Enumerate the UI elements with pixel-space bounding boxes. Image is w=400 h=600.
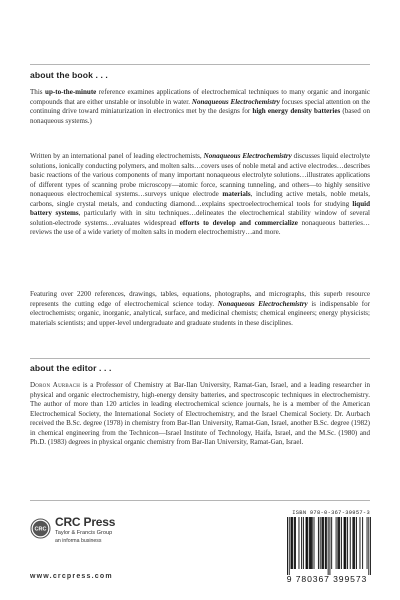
- p2-text-5: nonaqueous batteries…reviews the use of a wide variety of molten salts in modern electrochemistry…and more.: [30, 218, 370, 236]
- publisher-group: Taylor & Francis Group: [55, 530, 113, 536]
- p2-emphasis-2: liquid battery systems: [30, 199, 370, 217]
- p3-book-title: Nonaqueous Electrochemistry: [217, 299, 308, 308]
- middle-rule: [30, 358, 370, 359]
- barcode-bar: [370, 517, 371, 575]
- barcode-bar: [331, 517, 332, 569]
- barcode-bar: [328, 517, 329, 575]
- barcode-bar: [322, 517, 323, 569]
- barcode-bar: [362, 517, 363, 569]
- barcode-bar: [311, 517, 312, 569]
- barcode-bar: [292, 517, 293, 569]
- barcode-bar: [291, 517, 292, 569]
- barcode-bar: [314, 517, 315, 569]
- publisher-url: www.crcpress.com: [30, 573, 113, 580]
- barcode-bar: [306, 517, 307, 569]
- publisher-informa: an informa business: [55, 538, 102, 544]
- barcode-bar: [320, 517, 321, 569]
- p2-emphasis: materials: [222, 190, 251, 198]
- barcode-bar: [337, 517, 338, 569]
- p1-text-3: (based on nonaqueous systems.): [30, 107, 370, 125]
- barcode-bar: [350, 517, 351, 569]
- barcode-bar: [360, 517, 361, 569]
- top-rule: [30, 64, 370, 65]
- barcode-bar: [347, 517, 348, 569]
- barcode-bar: [341, 517, 342, 569]
- barcode-bar: [298, 517, 299, 569]
- p2-emphasis-3: efforts to develop and commercialize: [179, 218, 298, 227]
- p2-text-2: discusses liquid electrolyte solutions, ionically conducting polymers, and molten salts…covers uses of noble metal and active electrodes…describes basic reactions of the various components of many important nonaqueous electrolyte solutions…illustrates applications of different types of scanning probe microscopy—atomic force, scanning tunneling, and others—to highly sensitive nonaqueous electrochemical systems…surveys unique electrode: [30, 152, 370, 198]
- p1-emphasis: up-to-the-minute: [45, 88, 97, 96]
- crc-logo-text: CRC: [34, 526, 47, 533]
- isbn-digits: 9 780367 399573: [286, 574, 368, 584]
- editor-paragraph: [30, 381, 370, 448]
- p1-lead: This: [30, 88, 46, 96]
- barcode-bar: [303, 517, 304, 569]
- barcode-bar: [321, 517, 322, 569]
- barcode-bar: [295, 517, 296, 569]
- barcode-bar: [367, 517, 368, 569]
- p1-emphasis-2: high energy density batteries: [252, 107, 341, 115]
- barcode-bar: [353, 517, 354, 569]
- barcode-bar: [294, 517, 295, 569]
- p2-text-4: , particularly with in situ techniques…delineates the electrochemical stability window of several solution-electrode systems…evaluates widespread: [30, 209, 370, 227]
- barcode-bar: [329, 517, 330, 575]
- isbn-barcode: [287, 517, 371, 575]
- barcode-bar: [338, 517, 339, 569]
- barcode-bar: [368, 517, 369, 575]
- barcode-bar: [306, 517, 307, 569]
- barcode-bar: [326, 517, 327, 569]
- barcode-bar: [301, 517, 302, 569]
- book-paragraph-2: [30, 152, 370, 238]
- barcode-bar: [289, 517, 290, 575]
- barcode-bar: [310, 517, 311, 569]
- barcode-bar: [339, 517, 340, 569]
- barcode-bar: [325, 517, 326, 569]
- barcode-bar: [336, 517, 337, 569]
- about-editor-heading: about the editor . . .: [30, 363, 112, 373]
- p2-text-3: , including active metals, noble metals, carbons, single crystal metals, and conducting diamond…explains spectroelectrochemical tools for studying: [30, 190, 371, 208]
- bottom-rule: [30, 500, 370, 501]
- p3-text: Featuring over 2200 references, drawings, tables, equations, photographs, and micrographs, this superb resource represents the cutting edge of electrochemical science today.: [30, 290, 370, 308]
- p1-text: reference examines applications of electrochemical techniques to many organic and inorganic compounds that are either unstable or insoluble in water.: [30, 88, 370, 106]
- book-paragraph-3: [30, 290, 370, 328]
- barcode-bar: [356, 517, 357, 569]
- about-book-heading: about the book . . .: [30, 70, 108, 80]
- barcode-bar: [352, 517, 353, 569]
- p3-text-2: is indispensable for electrochemists; organic, inorganic, analytical, surface, and medicinal chemists; chemical engineers; energy physicists; materials scientists; and upper-level undergraduate and graduate students in these disciplines.: [30, 299, 371, 327]
- publisher-name: CRC Press: [55, 515, 116, 529]
- p2-text: Written by an international panel of leading electrochemists,: [30, 152, 204, 160]
- barcode-bar: [309, 517, 310, 569]
- p2-book-title: Nonaqueous Electrochemistry: [203, 152, 292, 160]
- editor-name: Doron Aurbach: [30, 381, 81, 389]
- barcode-bar: [312, 517, 313, 569]
- barcode-bar: [307, 517, 308, 569]
- crc-logo-icon: [30, 518, 51, 539]
- barcode-bar: [318, 517, 319, 569]
- barcode-bar: [344, 517, 345, 569]
- barcode-bar: [323, 517, 324, 569]
- barcode-bar: [287, 517, 288, 575]
- isbn-label: ISBN 978-0-367-39957-3: [292, 510, 370, 516]
- barcode-bar: [291, 517, 292, 569]
- book-paragraph-1: [30, 88, 370, 126]
- p1-book-title: Nonaqueous Electrochemistry: [191, 97, 280, 106]
- p1-text-2: focuses special attention on the continuing drive toward miniaturization in electronics met by the designs for: [30, 97, 370, 115]
- barcode-bar: [344, 517, 345, 569]
- editor-bio: is a Professor of Chemistry at Bar-Ilan University, Ramat-Gan, Israel, and a leading researcher in physical and organic electrochemistry, high-energy density batteries, and spectroscopic techniques in electrochemistry. The author of more than 120 articles in leading electrochemical science journals, he is a member of the American Electrochemical Society, the International Society of Electrochemistry, and the Israel Chemical Society. Dr. Aurbach received the B.Sc. degree (1978) in chemistry from Bar-Ilan University, Ramat-Gan, Israel, another B.Sc. degree (1982) in chemical engineering from the Technicon—Israel Institute of Technology, Haifa, Israel, and the M.Sc. (1980) and Ph.D. (1983) degrees in physical organic chemistry from Bar-Ilan University, Ramat-Gan, Israel.: [30, 381, 371, 446]
- barcode-bar: [354, 517, 355, 569]
- barcode-bars: [287, 517, 371, 575]
- barcode-bar: [345, 517, 346, 569]
